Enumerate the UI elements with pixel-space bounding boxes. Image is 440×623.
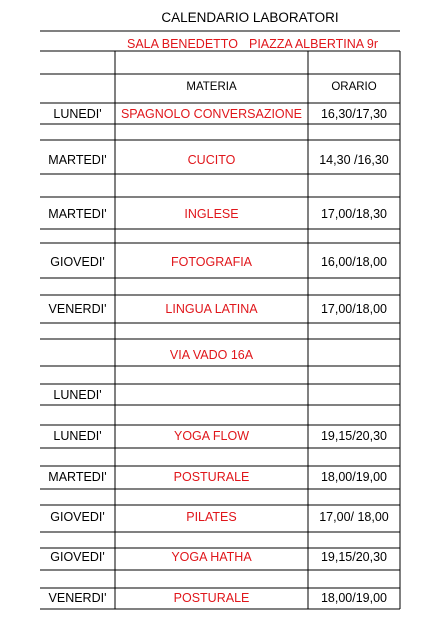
row-b-time-5: 19,15/20,30: [320, 550, 388, 564]
location-place: SALA BENEDETTO: [127, 37, 238, 51]
row-time-2: 14,30 /16,30: [319, 153, 389, 167]
row-b-time-4: 17,00/ 18,00: [319, 510, 389, 524]
row-b-time-2: 19,15/20,30: [320, 429, 388, 443]
row-day-5: VENERDI': [48, 302, 107, 316]
row-b-time-3: 18,00/19,00: [320, 470, 388, 484]
row-day-1: LUNEDI': [53, 107, 102, 121]
location-address: PIAZZA ALBERTINA 9r: [249, 37, 378, 51]
row-subject-2: CUCITO: [187, 153, 236, 167]
row-time-5: 17,00/18,00: [320, 302, 388, 316]
location-2-address: VIA VADO 16A: [169, 348, 254, 362]
row-b-subject-4: PILATES: [186, 510, 237, 524]
page-title: CALENDARIO LABORATORI: [161, 10, 339, 25]
row-b-day-4: GIOVEDI': [50, 510, 105, 524]
header-subject: MATERIA: [186, 81, 237, 93]
row-subject-1: SPAGNOLO CONVERSAZIONE: [120, 107, 303, 121]
row-day-4: GIOVEDI': [50, 255, 105, 269]
row-b-subject-6: POSTURALE: [173, 591, 250, 605]
row-time-3: 17,00/18,30: [320, 207, 388, 221]
row-day-2: MARTEDI': [48, 153, 107, 167]
row-b-time-6: 18,00/19,00: [320, 591, 388, 605]
row-b-subject-5: YOGA HATHA: [171, 550, 252, 564]
row-b-subject-3: POSTURALE: [173, 470, 250, 484]
row-b-day-5: GIOVEDI': [50, 550, 105, 564]
row-b-day-3: MARTEDI': [48, 470, 107, 484]
row-b-day-2: LUNEDI': [53, 429, 102, 443]
row-subject-4: FOTOGRAFIA: [170, 255, 253, 269]
row-time-1: 16,30/17,30: [320, 107, 388, 121]
row-b-subject-2: YOGA FLOW: [173, 429, 249, 443]
header-time: ORARIO: [331, 81, 377, 93]
row-b-day-6: VENERDI': [48, 591, 107, 605]
row-day-3: MARTEDI': [48, 207, 107, 221]
row-subject-5: LINGUA LATINA: [165, 302, 258, 316]
row-b-day-1: LUNEDI': [53, 388, 102, 402]
row-subject-3: INGLESE: [184, 207, 239, 221]
row-time-4: 16,00/18,00: [320, 255, 388, 269]
